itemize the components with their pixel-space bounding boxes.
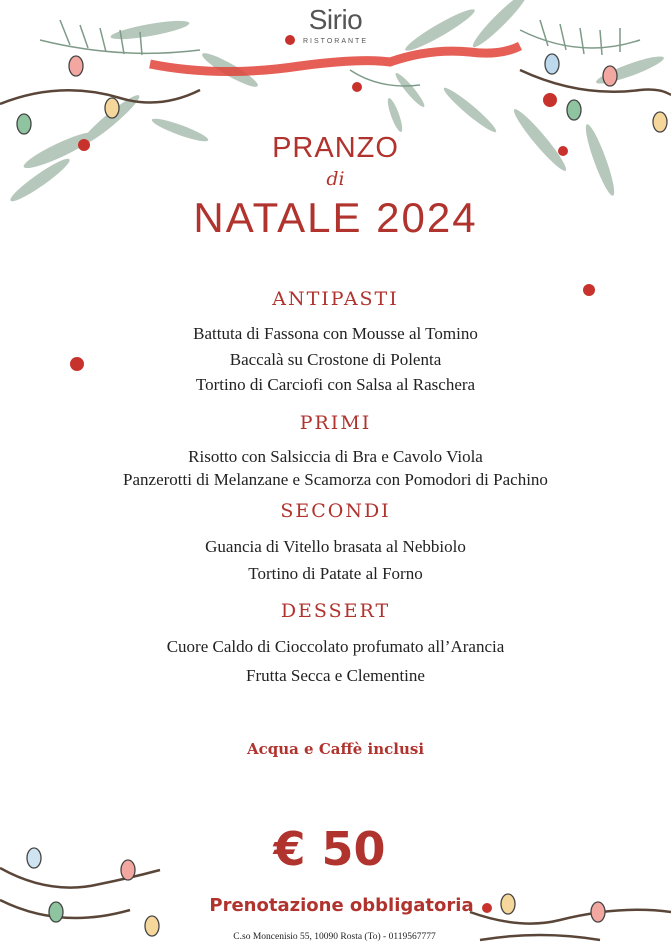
dish-item: Risotto con Salsiccia di Bra e Cavolo Viola	[188, 447, 483, 466]
title-line1: PRANZO	[272, 132, 399, 164]
section-heading-secondi: SECONDI	[280, 500, 391, 522]
address-line: C.so Moncenisio 55, 10090 Rosta (To) - 0119567777	[233, 932, 436, 942]
section-heading-dessert: DESSERT	[280, 600, 391, 622]
dish-item: Tortino di Carciofi con Salsa al Raschera	[195, 375, 476, 394]
section-heading-primi: PRIMI	[299, 412, 372, 434]
section-heading-antipasti: ANTIPASTI	[272, 288, 399, 310]
price: € 50	[273, 822, 386, 876]
brand-name: Sirio	[308, 4, 363, 35]
dish-item: Guancia di Vitello brasata al Nebbiolo	[205, 537, 466, 556]
dish-item: Baccalà su Crostone di Polenta	[229, 350, 442, 369]
included-note: Acqua e Caffè inclusi	[246, 740, 425, 758]
dish-item: Battuta di Fassona con Mousse al Tomino	[193, 324, 478, 343]
booking-notice: Prenotazione obbligatoria	[209, 895, 474, 916]
dish-item: Cuore Caldo di Cioccolato profumato all’Arancia	[166, 637, 505, 656]
title-line2: NATALE 2024	[193, 194, 478, 241]
brand-subtitle: RISTORANTE	[303, 38, 368, 45]
dish-item: Frutta Secca e Clementine	[246, 666, 425, 685]
title-connector: di	[326, 168, 345, 190]
dish-item: Tortino di Patate al Forno	[248, 564, 423, 583]
dish-item: Panzerotti di Melanzane e Scamorza con Pomodori di Pachino	[123, 470, 548, 489]
